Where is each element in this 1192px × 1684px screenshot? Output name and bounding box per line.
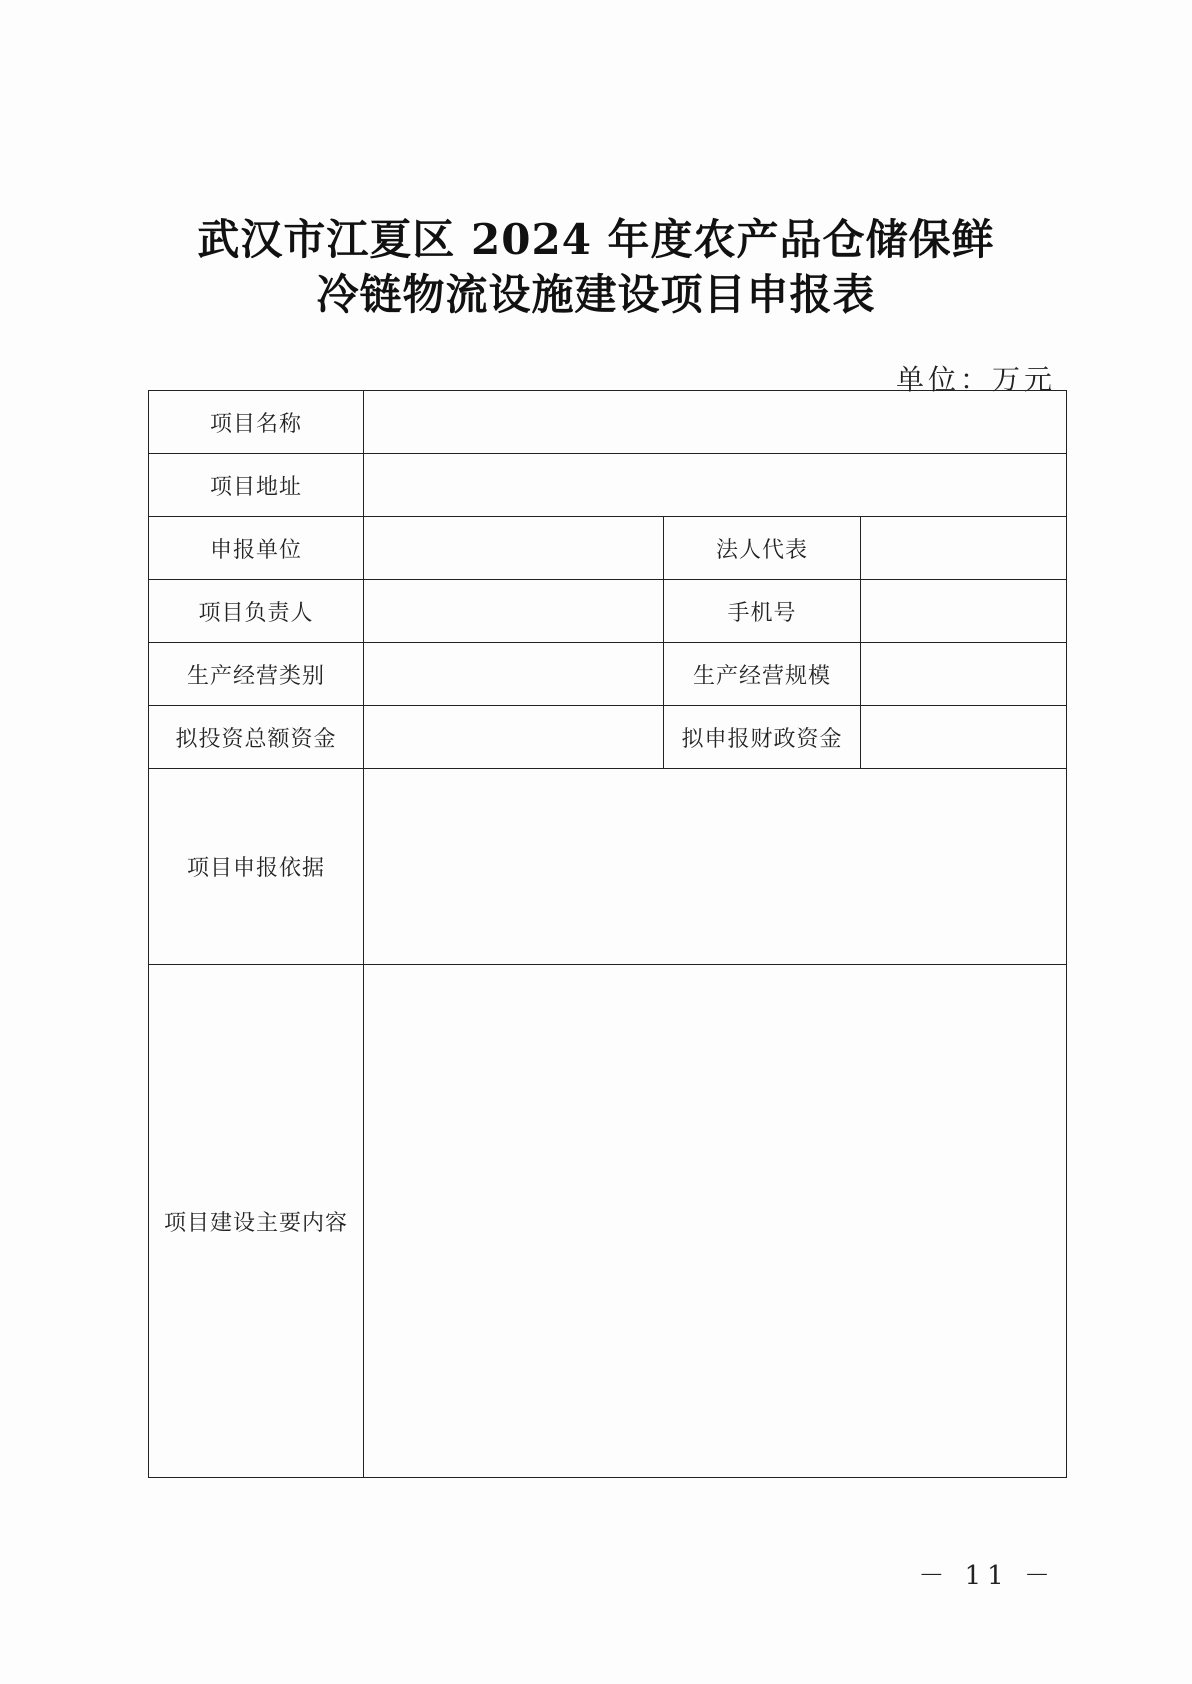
business-category-field[interactable] [364,643,664,706]
business-scale-field[interactable] [861,643,1067,706]
mobile-label: 手机号 [664,580,861,643]
page-number: － 11 － [918,1561,1056,1591]
planned-total-investment-label: 拟投资总额资金 [149,706,364,769]
row-project-leader [149,580,1067,643]
row-project-address [149,454,1067,517]
applicant-unit-label: 申报单位 [149,517,364,580]
document-title-line-1: 武汉市江夏区 2024 年度农产品仓储保鲜 [197,215,995,264]
project-leader-field[interactable] [364,580,664,643]
business-scale-label: 生产经营规模 [664,643,861,706]
row-main-content [149,965,1067,1478]
mobile-field[interactable] [861,580,1067,643]
legal-rep-label: 法人代表 [664,517,861,580]
project-name-label: 项目名称 [149,391,364,454]
unit-label: 单位：万元 [895,363,1056,396]
planned-fiscal-funds-field[interactable] [861,706,1067,769]
application-basis-label: 项目申报依据 [149,769,364,965]
application-form-table [148,390,1067,1478]
row-business-category [149,643,1067,706]
planned-total-investment-field[interactable] [364,706,664,769]
main-content-label: 项目建设主要内容 [149,965,364,1478]
project-address-field[interactable] [364,454,1067,517]
row-application-basis [149,769,1067,965]
row-investment [149,706,1067,769]
row-applicant-unit [149,517,1067,580]
document-title-line-2: 冷链物流设施建设项目申报表 [316,270,876,319]
planned-fiscal-funds-label: 拟申报财政资金 [664,706,861,769]
applicant-unit-field[interactable] [364,517,664,580]
project-address-label: 项目地址 [149,454,364,517]
application-basis-field[interactable] [364,769,1067,965]
project-name-field[interactable] [364,391,1067,454]
legal-rep-field[interactable] [861,517,1067,580]
main-content-field[interactable] [364,965,1067,1478]
business-category-label: 生产经营类别 [149,643,364,706]
row-project-name [149,391,1067,454]
project-leader-label: 项目负责人 [149,580,364,643]
